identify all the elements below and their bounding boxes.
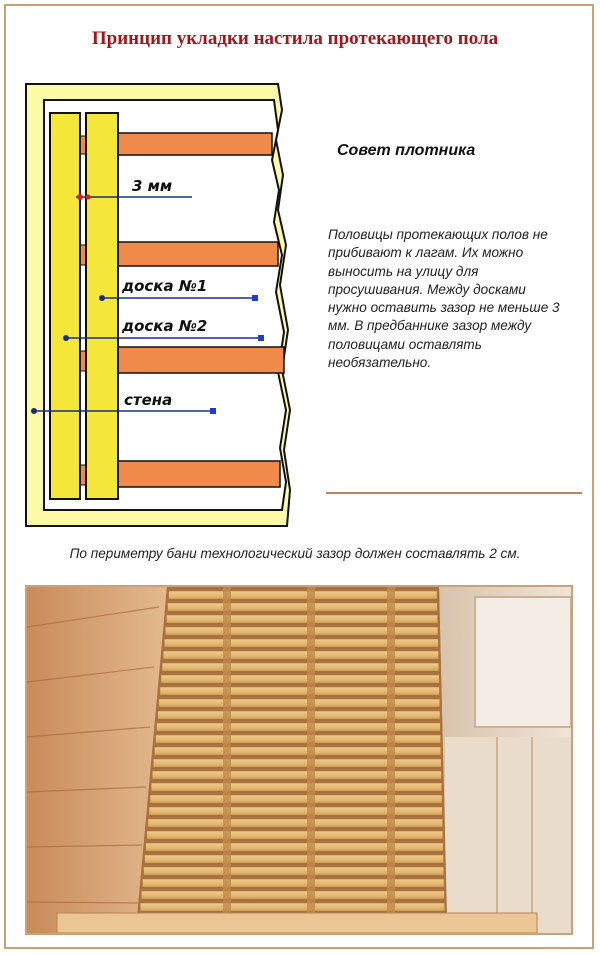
board2-label: доска №2	[122, 317, 208, 335]
tip-text: Половицы протекающих полов не прибивают к лагам. Их можно выносить на улицу для просушивания. Между досками нужно оставить зазор не меньше 3 мм. В предбаннике зазор между половицами оставлять необязательно.	[328, 227, 560, 371]
floor-slat	[150, 795, 442, 803]
floor-slat	[162, 663, 439, 671]
sauna-floor-photo	[25, 585, 573, 935]
floor-slat	[166, 615, 437, 623]
page-title: Принцип укладки настила протекающего пола	[91, 28, 499, 49]
floor-slat	[145, 855, 444, 863]
floor-slat	[148, 819, 443, 827]
floor-slat	[153, 759, 441, 767]
tip-heading: Совет плотника	[337, 142, 476, 159]
floor-slat	[159, 699, 440, 707]
board2-marker	[258, 335, 264, 341]
joist	[118, 242, 278, 266]
sauna-floor-illustration	[27, 587, 571, 933]
gap-marker	[77, 194, 83, 200]
joist	[118, 347, 284, 373]
board1-marker	[252, 295, 258, 301]
perimeter-note: По периметру бани технологический зазор должен составлять 2 см.	[69, 546, 521, 561]
gap-label: 3 мм	[132, 177, 173, 195]
floor-slats	[140, 591, 444, 911]
floor-slat	[147, 831, 443, 839]
floor-slat	[163, 651, 438, 659]
wall-label: стена	[124, 391, 173, 409]
floor-slat	[140, 903, 444, 911]
floor-slat	[164, 639, 438, 647]
floor-slat	[152, 771, 441, 779]
floor-slat	[168, 603, 438, 611]
board2-dot	[63, 335, 69, 341]
floor-slat	[154, 747, 440, 755]
floor-slat	[156, 735, 441, 743]
gap-marker	[86, 195, 91, 200]
floor-slat	[141, 891, 444, 899]
board1-label: доска №1	[122, 277, 208, 295]
floor-slat	[158, 711, 440, 719]
floor-slat	[160, 687, 440, 695]
board1-dot	[99, 295, 105, 301]
floor-slat	[149, 807, 442, 815]
floor-slat	[146, 843, 443, 851]
floor-slat	[161, 675, 439, 683]
joist	[118, 461, 280, 487]
floor-slat	[169, 591, 437, 599]
floor-slat	[151, 783, 442, 791]
floor-slat	[157, 723, 441, 731]
wall-marker	[210, 408, 216, 414]
wall-dot	[31, 408, 37, 414]
board-1	[86, 113, 118, 499]
tip-divider	[326, 492, 582, 494]
floor-slat	[142, 879, 444, 887]
floor-slat	[165, 627, 438, 635]
board-2	[50, 113, 80, 499]
joist	[118, 133, 272, 155]
floor-slat	[144, 867, 444, 875]
